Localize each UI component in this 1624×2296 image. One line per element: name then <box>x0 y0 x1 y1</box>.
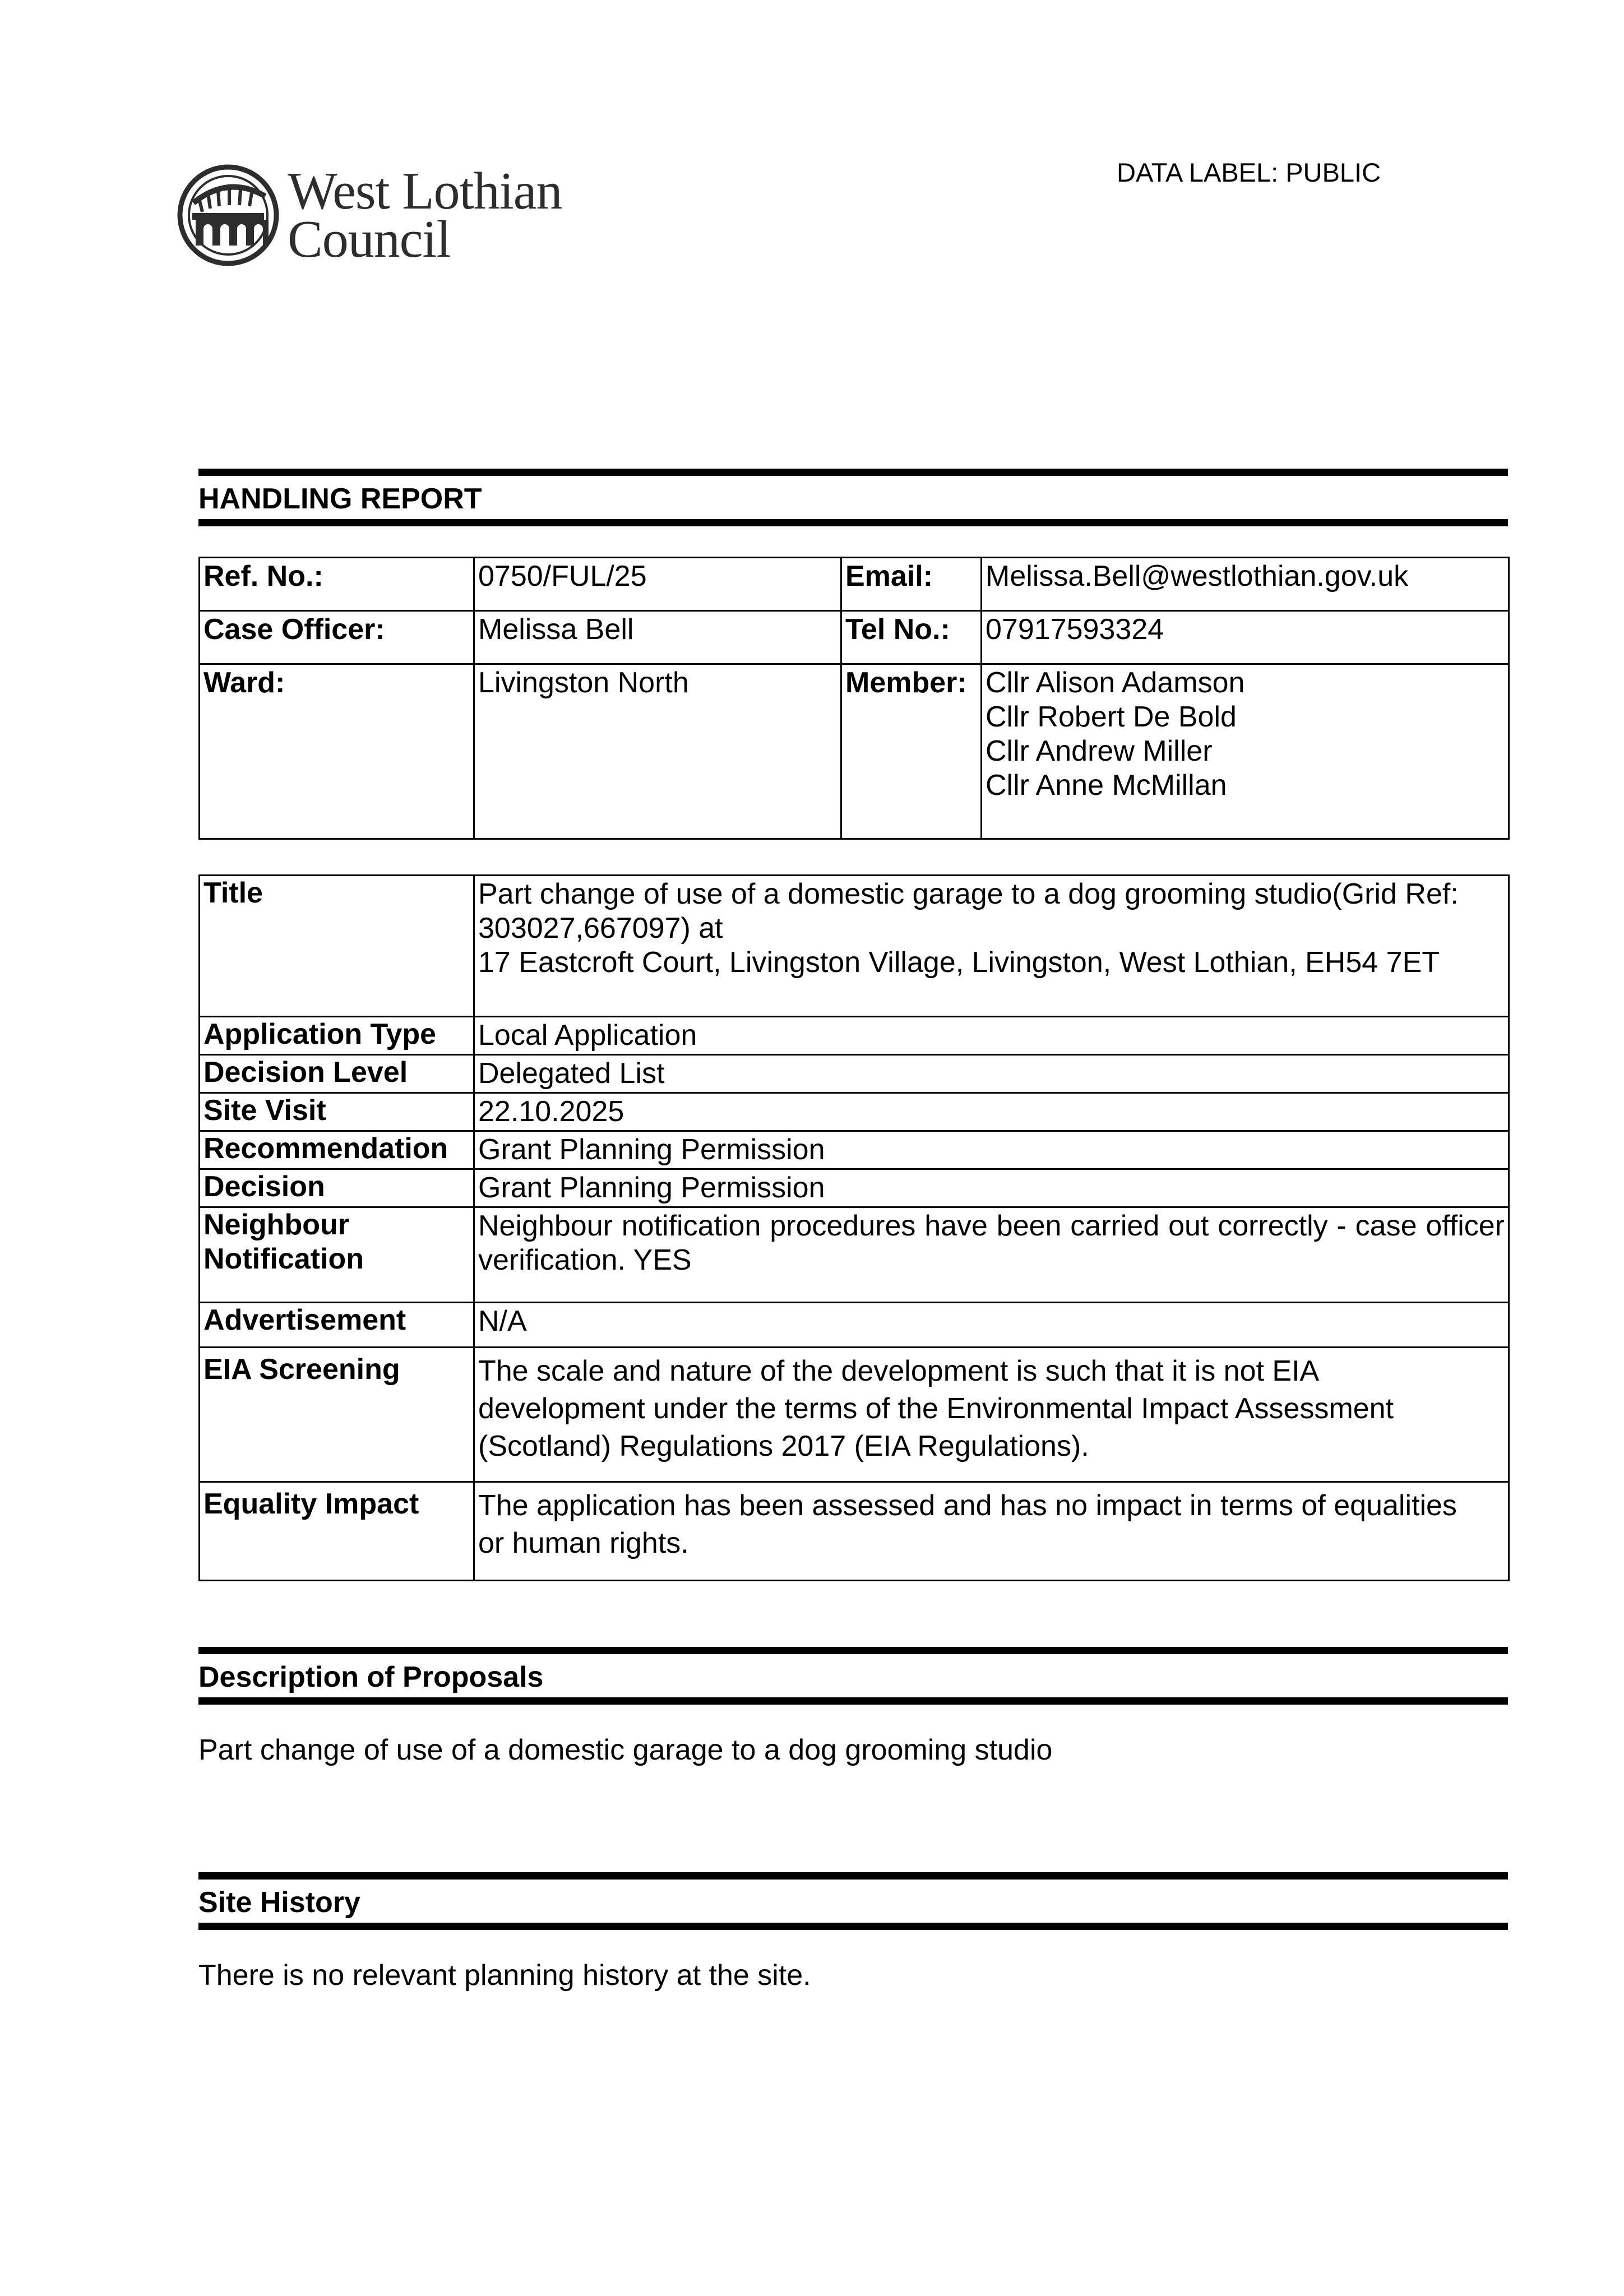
site-visit-value: 22.10.2025 <box>474 1093 1509 1131</box>
description-text: Part change of use of a domestic garage to a dog grooming studio <box>198 1734 1053 1766</box>
application-type-value: Local Application <box>474 1017 1509 1055</box>
member-item: Cllr Alison Adamson <box>985 666 1245 699</box>
equality-line: The application has been assessed and has no impact in terms of equalities <box>478 1489 1457 1522</box>
council-name-line2: Council <box>288 210 451 269</box>
tel-value: 07917593324 <box>982 611 1509 664</box>
eia-screening-value <box>474 1348 1509 1482</box>
rule-bottom <box>198 1697 1508 1705</box>
council-name-line1: West Lothian <box>288 162 562 220</box>
neighbour-label-line: Notification <box>203 1243 364 1275</box>
decision-value: Grant Planning Permission <box>474 1169 1509 1207</box>
ward-label: Ward: <box>200 664 474 839</box>
ref-label: Ref. No.: <box>200 558 474 611</box>
title-line: 17 Eastcroft Court, Livingston Village, Livingston, West Lothian, EH54 7ET <box>478 946 1440 979</box>
neighbour-notification-value: Neighbour notification procedures have been carried out correctly - case officer verification. YES <box>474 1207 1509 1303</box>
description-header <box>198 1647 1508 1705</box>
decision-label: Decision <box>200 1169 474 1207</box>
advertisement-label: Advertisement <box>200 1303 474 1348</box>
site-history-heading: Site History <box>198 1886 360 1919</box>
application-type-label: Application Type <box>200 1017 474 1055</box>
equality-impact-value <box>474 1482 1509 1581</box>
eia-line: development under the terms of the Environmental Impact Assessment <box>478 1392 1394 1425</box>
decision-level-label: Decision Level <box>200 1055 474 1093</box>
case-details-table <box>198 557 1510 840</box>
eia-line: (Scotland) Regulations 2017 (EIA Regulations). <box>478 1430 1089 1462</box>
email-label: Email: <box>841 558 982 611</box>
ref-value: 0750/FUL/25 <box>474 558 841 611</box>
case-officer-value: Melissa Bell <box>474 611 841 664</box>
title-line: Part change of use of a domestic garage to a dog grooming studio(Grid Ref: <box>478 878 1459 910</box>
eia-screening-label: EIA Screening <box>200 1348 474 1482</box>
neighbour-notification-label <box>200 1207 474 1303</box>
equality-impact-label: Equality Impact <box>200 1482 474 1581</box>
handling-report-header <box>198 469 1508 526</box>
title-value <box>474 876 1509 1017</box>
recommendation-value: Grant Planning Permission <box>474 1131 1509 1169</box>
member-list <box>982 664 1509 839</box>
rule-top <box>198 469 1508 476</box>
case-officer-label: Case Officer: <box>200 611 474 664</box>
member-item: Cllr Anne McMillan <box>985 769 1227 802</box>
recommendation-label: Recommendation <box>200 1131 474 1169</box>
rule-top <box>198 1647 1508 1654</box>
rule-bottom <box>198 519 1508 526</box>
rule-top <box>198 1872 1508 1880</box>
email-value: Melissa.Bell@westlothian.gov.uk <box>982 558 1509 611</box>
decision-level-value: Delegated List <box>474 1055 1509 1093</box>
application-table <box>198 874 1510 1581</box>
ward-value: Livingston North <box>474 664 841 839</box>
data-label: DATA LABEL: PUBLIC <box>1117 158 1381 187</box>
member-label: Member: <box>841 664 982 839</box>
neighbour-label-line: Neighbour <box>203 1209 349 1241</box>
site-history-text: There is no relevant planning history at the site. <box>198 1959 811 1992</box>
advertisement-value: N/A <box>474 1303 1509 1348</box>
member-item: Cllr Robert De Bold <box>985 701 1237 733</box>
rule-bottom <box>198 1923 1508 1930</box>
site-history-header <box>198 1872 1508 1930</box>
equality-line: or human rights. <box>478 1527 689 1559</box>
eia-line: The scale and nature of the development is such that it is not EIA <box>478 1355 1320 1387</box>
handling-report-title: HANDLING REPORT <box>198 483 482 515</box>
council-logo <box>177 164 562 267</box>
viaduct-seal-icon <box>177 164 280 267</box>
title-label: Title <box>200 876 474 1017</box>
site-visit-label: Site Visit <box>200 1093 474 1131</box>
member-item: Cllr Andrew Miller <box>985 735 1213 767</box>
council-wordmark <box>288 162 562 269</box>
tel-label: Tel No.: <box>841 611 982 664</box>
title-line: 303027,667097) at <box>478 912 723 945</box>
description-heading: Description of Proposals <box>198 1661 544 1693</box>
